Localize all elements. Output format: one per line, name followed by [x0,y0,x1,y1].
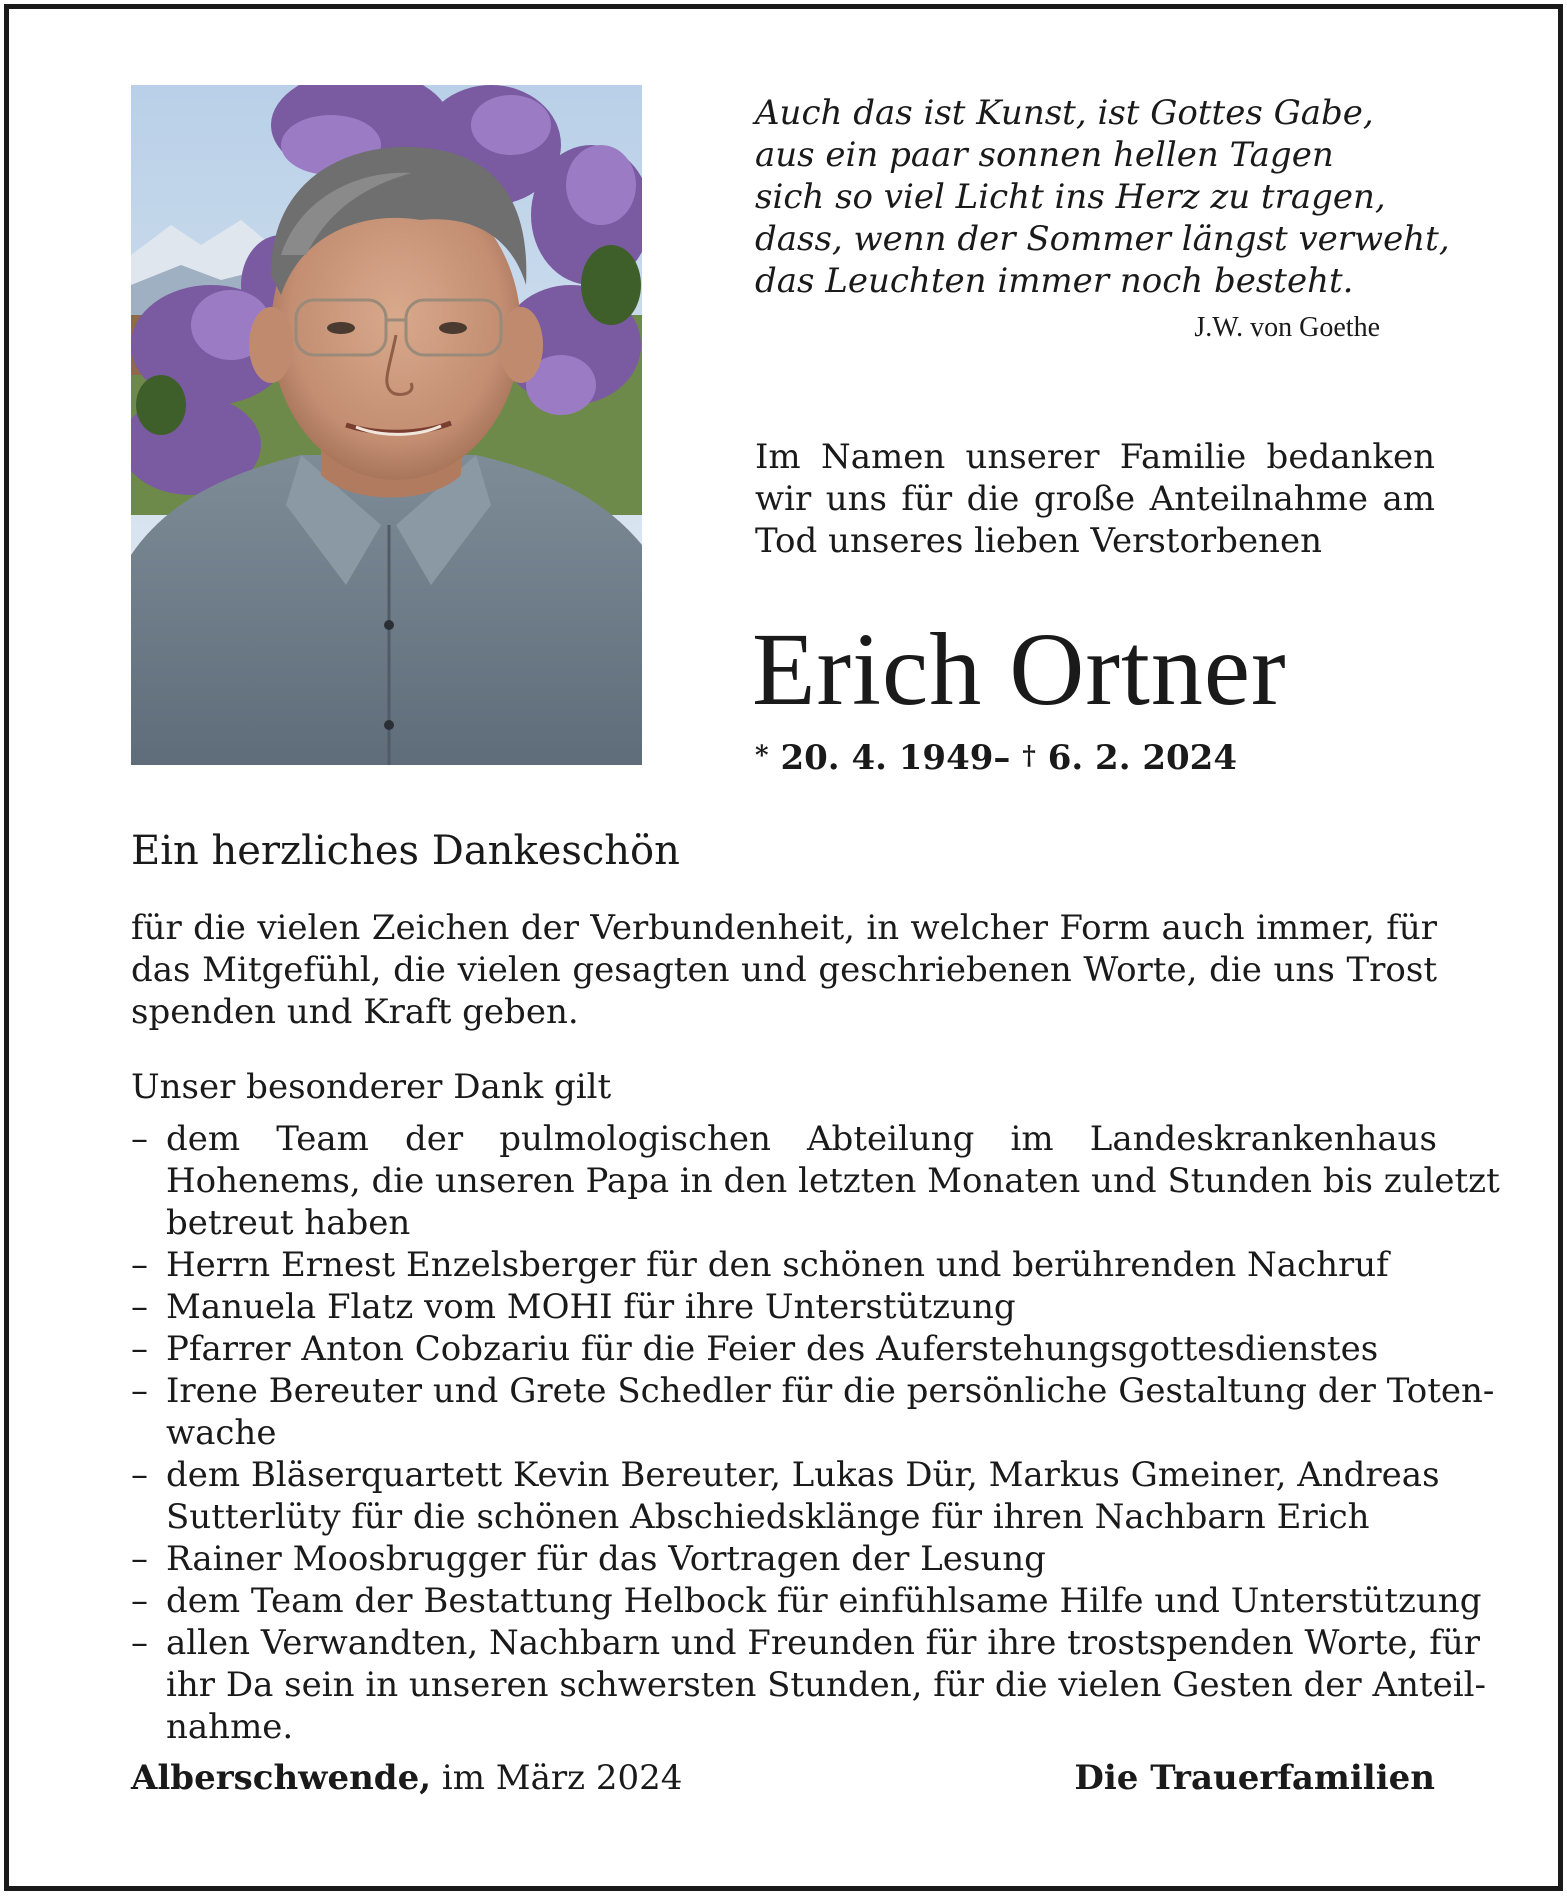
poem-line: Auch das ist Kunst, ist Gottes Gabe, [755,93,1374,133]
list-item-line: Manuela Flatz vom MOHI für ihre Unterstützung [166,1287,1016,1327]
list-item [131,1370,1495,1454]
signature: Die Trauerfamilien [1074,1758,1435,1798]
list-item-line: Irene Bereuter und Grete Schedler für die persönliche Gestaltung der Toten- [166,1371,1495,1411]
list-item-line: Rainer Moosbrugger für das Vortragen der Lesung [166,1539,1046,1579]
dash-bullet: – [131,1455,148,1495]
list-item [131,1454,1440,1538]
poem-line: das Leuchten immer noch besteht. [755,261,1354,301]
list-item-line: Sutterlüty für die schönen Abschiedsklänge für ihren Nachbarn Erich [166,1497,1370,1537]
death-date: 6. 2. 2024 [1047,738,1237,778]
portrait-photo [131,85,642,765]
list-item-line: dem Team der pulmologischen Abteilung im Landeskrankenhaus [166,1119,1437,1159]
dash-bullet: – [131,1539,148,1579]
deceased-name: Erich Ortner [752,612,1287,727]
place-and-date [131,1756,682,1800]
dash-bullet: – [131,1119,148,1159]
birth-date: 20. 4. 1949 [780,738,994,778]
place: Alberschwende, [131,1758,432,1798]
thanks-heading: Ein herzliches Dankeschön [131,828,680,874]
dash-bullet: – [131,1329,148,1369]
date: im März 2024 [431,1758,683,1798]
list-item [131,1118,1500,1244]
list-item-line: Pfarrer Anton Cobzariu für die Feier des Auferstehungsgottesdienstes [166,1329,1379,1369]
list-item-line: dem Bläserquartett Kevin Bereuter, Lukas Dür, Markus Gmeiner, Andreas [166,1455,1440,1495]
poem-line: dass, wenn der Sommer längst verweht, [755,219,1450,259]
dash-bullet: – [131,1371,148,1411]
list-item-line: betreut haben [166,1203,411,1243]
list-item-line: Herrn Ernest Enzelsberger für den schönen und berührenden Nachruf [166,1245,1389,1285]
date-separator: – [993,738,1011,778]
list-item-line: wache [166,1413,277,1453]
birth-symbol: * [755,741,769,771]
intro-line: Im Namen unserer Familie bedanken [755,437,1435,477]
list-item [131,1286,1437,1328]
intro-line: wir uns für die große Anteilnahme am [755,479,1435,519]
dash-bullet: – [131,1287,148,1327]
dash-bullet: – [131,1581,148,1621]
list-item-line: Hohenems, die unseren Papa in den letzten Monaten und Stunden bis zuletzt [166,1161,1500,1201]
poem-line: aus ein paar sonnen hellen Tagen [755,135,1334,175]
list-item [131,1328,1437,1370]
dash-bullet: – [131,1245,148,1285]
list-item-line: dem Team der Bestattung Helbock für einfühlsame Hilfe und Unterstützung [166,1581,1482,1621]
list-item [131,1622,1486,1748]
paragraph-line: das Mitgefühl, die vielen gesagten und geschriebenen Worte, die uns Trost [131,950,1437,990]
list-item-line: nahme. [166,1707,294,1747]
list-item [131,1538,1437,1580]
list-item-line: ihr Da sein in unseren schwersten Stunden, für die vielen Gesten der Anteil- [166,1665,1486,1705]
family-thanks-intro [755,436,1435,562]
paragraph-line: spenden und Kraft geben. [131,992,579,1032]
life-dates [755,736,1237,780]
thanks-paragraph [131,907,1437,1033]
list-item [131,1580,1482,1622]
poem-author: J.W. von Goethe [1194,312,1380,343]
poem-line: sich so viel Licht ins Herz zu tragen, [755,177,1386,217]
special-thanks-list [131,1118,1500,1748]
poem [755,92,1450,302]
death-symbol: † [1022,741,1036,771]
paragraph-line: für die vielen Zeichen der Verbundenheit, in welcher Form auch immer, für [131,908,1437,948]
list-item-line: allen Verwandten, Nachbarn und Freunden für ihre trostspenden Worte, für [166,1623,1480,1663]
dash-bullet: – [131,1623,148,1663]
intro-line: Tod unseres lieben Verstorbenen [755,521,1322,561]
special-thanks-intro: Unser besonderer Dank gilt [131,1067,612,1107]
list-item [131,1244,1437,1286]
